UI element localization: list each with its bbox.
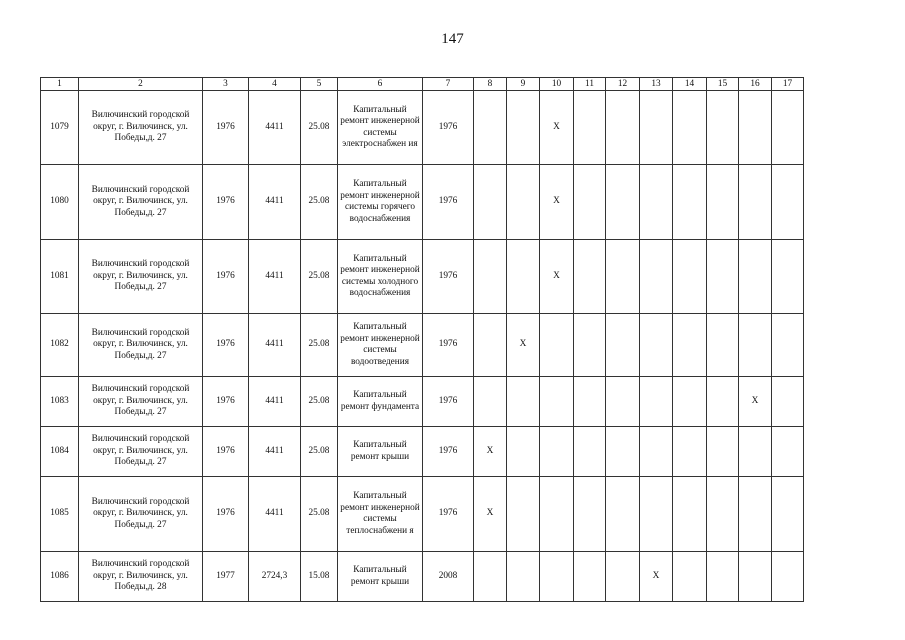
empty-cell <box>540 552 574 602</box>
empty-cell <box>772 477 804 552</box>
empty-cell <box>507 91 540 165</box>
empty-cell <box>739 427 772 477</box>
row-number: 1086 <box>41 552 79 602</box>
empty-cell <box>640 477 673 552</box>
column-number: 4 <box>249 78 301 91</box>
year-cell: 1976 <box>423 240 474 314</box>
empty-cell <box>673 477 707 552</box>
empty-cell <box>640 240 673 314</box>
mark-cell: X <box>540 91 574 165</box>
empty-cell <box>574 240 606 314</box>
empty-cell <box>474 314 507 377</box>
empty-cell <box>606 165 640 240</box>
empty-cell <box>574 427 606 477</box>
work-type-cell: Капитальный ремонт инженерной системы электроснабжен ия <box>338 91 423 165</box>
empty-cell <box>640 91 673 165</box>
address-cell: Вилючинский городской округ, г. Вилючинск, ул. Победы,д. 27 <box>79 165 203 240</box>
year-cell: 1976 <box>423 477 474 552</box>
mark-cell: X <box>540 165 574 240</box>
empty-cell <box>606 377 640 427</box>
build-year-cell: 1976 <box>203 240 249 314</box>
mark-cell: X <box>474 477 507 552</box>
area-cell: 4411 <box>249 165 301 240</box>
work-type-cell: Капитальный ремонт инженерной системы водоотведения <box>338 314 423 377</box>
empty-cell <box>474 552 507 602</box>
area-cell: 2724,3 <box>249 552 301 602</box>
row-number: 1081 <box>41 240 79 314</box>
empty-cell <box>606 91 640 165</box>
row-number: 1085 <box>41 477 79 552</box>
empty-cell <box>574 165 606 240</box>
column-number: 6 <box>338 78 423 91</box>
year-cell: 2008 <box>423 552 474 602</box>
work-type-cell: Капитальный ремонт крыши <box>338 552 423 602</box>
column-number: 15 <box>707 78 739 91</box>
column-number-row <box>41 78 804 91</box>
empty-cell <box>739 91 772 165</box>
empty-cell <box>707 427 739 477</box>
empty-cell <box>772 314 804 377</box>
empty-cell <box>640 427 673 477</box>
empty-cell <box>507 477 540 552</box>
column-number: 17 <box>772 78 804 91</box>
year-cell: 1976 <box>423 91 474 165</box>
empty-cell <box>739 314 772 377</box>
empty-cell <box>507 240 540 314</box>
row-number: 1082 <box>41 314 79 377</box>
address-cell: Вилючинский городской округ, г. Вилючинск, ул. Победы,д. 27 <box>79 240 203 314</box>
empty-cell <box>772 165 804 240</box>
empty-cell <box>772 240 804 314</box>
empty-cell <box>707 314 739 377</box>
area-cell: 4411 <box>249 314 301 377</box>
table-row <box>41 314 804 377</box>
empty-cell <box>540 314 574 377</box>
rate-cell: 25.08 <box>301 314 338 377</box>
rate-cell: 25.08 <box>301 165 338 240</box>
column-number: 10 <box>540 78 574 91</box>
column-number: 2 <box>79 78 203 91</box>
work-type-cell: Капитальный ремонт инженерной системы теплоснабжени я <box>338 477 423 552</box>
empty-cell <box>507 377 540 427</box>
column-number: 7 <box>423 78 474 91</box>
area-cell: 4411 <box>249 377 301 427</box>
area-cell: 4411 <box>249 240 301 314</box>
column-number: 3 <box>203 78 249 91</box>
year-cell: 1976 <box>423 377 474 427</box>
row-number: 1083 <box>41 377 79 427</box>
column-number: 14 <box>673 78 707 91</box>
work-type-cell: Капитальный ремонт фундамента <box>338 377 423 427</box>
empty-cell <box>540 477 574 552</box>
mark-cell: X <box>474 427 507 477</box>
empty-cell <box>707 240 739 314</box>
empty-cell <box>673 91 707 165</box>
build-year-cell: 1976 <box>203 314 249 377</box>
work-type-cell: Капитальный ремонт инженерной системы холодного водоснабжения <box>338 240 423 314</box>
empty-cell <box>739 552 772 602</box>
rate-cell: 25.08 <box>301 427 338 477</box>
year-cell: 1976 <box>423 427 474 477</box>
area-cell: 4411 <box>249 91 301 165</box>
mark-cell: X <box>507 314 540 377</box>
area-cell: 4411 <box>249 427 301 477</box>
rate-cell: 25.08 <box>301 91 338 165</box>
page-number: 147 <box>441 31 464 47</box>
column-number: 11 <box>574 78 606 91</box>
empty-cell <box>474 91 507 165</box>
empty-cell <box>707 552 739 602</box>
table-row <box>41 165 804 240</box>
empty-cell <box>507 552 540 602</box>
empty-cell <box>640 314 673 377</box>
build-year-cell: 1976 <box>203 377 249 427</box>
empty-cell <box>707 165 739 240</box>
empty-cell <box>772 91 804 165</box>
empty-cell <box>474 240 507 314</box>
empty-cell <box>507 427 540 477</box>
empty-cell <box>772 377 804 427</box>
row-number: 1080 <box>41 165 79 240</box>
build-year-cell: 1976 <box>203 427 249 477</box>
area-cell: 4411 <box>249 477 301 552</box>
column-number: 16 <box>739 78 772 91</box>
address-cell: Вилючинский городской округ, г. Вилючинск, ул. Победы,д. 27 <box>79 427 203 477</box>
empty-cell <box>540 427 574 477</box>
address-cell: Вилючинский городской округ, г. Вилючинск, ул. Победы,д. 28 <box>79 552 203 602</box>
column-number: 9 <box>507 78 540 91</box>
empty-cell <box>640 165 673 240</box>
empty-cell <box>707 91 739 165</box>
rate-cell: 25.08 <box>301 240 338 314</box>
empty-cell <box>707 477 739 552</box>
empty-cell <box>606 314 640 377</box>
empty-cell <box>574 377 606 427</box>
column-number: 12 <box>606 78 640 91</box>
empty-cell <box>673 427 707 477</box>
empty-cell <box>739 477 772 552</box>
build-year-cell: 1976 <box>203 165 249 240</box>
build-year-cell: 1976 <box>203 91 249 165</box>
column-number: 8 <box>474 78 507 91</box>
empty-cell <box>574 552 606 602</box>
empty-cell <box>772 552 804 602</box>
empty-cell <box>739 165 772 240</box>
empty-cell <box>606 552 640 602</box>
empty-cell <box>640 377 673 427</box>
column-number: 5 <box>301 78 338 91</box>
address-cell: Вилючинский городской округ, г. Вилючинск, ул. Победы,д. 27 <box>79 377 203 427</box>
rate-cell: 25.08 <box>301 377 338 427</box>
table-row <box>41 240 804 314</box>
row-number: 1079 <box>41 91 79 165</box>
empty-cell <box>707 377 739 427</box>
column-number: 1 <box>41 78 79 91</box>
rate-cell: 25.08 <box>301 477 338 552</box>
empty-cell <box>574 314 606 377</box>
table-row <box>41 427 804 477</box>
table-row <box>41 377 804 427</box>
table-row <box>41 91 804 165</box>
empty-cell <box>606 477 640 552</box>
empty-cell <box>739 240 772 314</box>
address-cell: Вилючинский городской округ, г. Вилючинск, ул. Победы,д. 27 <box>79 477 203 552</box>
empty-cell <box>606 240 640 314</box>
empty-cell <box>673 377 707 427</box>
year-cell: 1976 <box>423 314 474 377</box>
empty-cell <box>673 314 707 377</box>
year-cell: 1976 <box>423 165 474 240</box>
address-cell: Вилючинский городской округ, г. Вилючинск, ул. Победы,д. 27 <box>79 91 203 165</box>
rate-cell: 15.08 <box>301 552 338 602</box>
empty-cell <box>673 165 707 240</box>
capital-repair-table <box>40 77 804 602</box>
address-cell: Вилючинский городской округ, г. Вилючинск, ул. Победы,д. 27 <box>79 314 203 377</box>
empty-cell <box>574 91 606 165</box>
work-type-cell: Капитальный ремонт инженерной системы горячего водоснабжения <box>338 165 423 240</box>
mark-cell: X <box>540 240 574 314</box>
empty-cell <box>772 427 804 477</box>
mark-cell: X <box>739 377 772 427</box>
empty-cell <box>474 377 507 427</box>
row-number: 1084 <box>41 427 79 477</box>
build-year-cell: 1976 <box>203 477 249 552</box>
empty-cell <box>673 240 707 314</box>
mark-cell: X <box>640 552 673 602</box>
table-row <box>41 552 804 602</box>
empty-cell <box>673 552 707 602</box>
build-year-cell: 1977 <box>203 552 249 602</box>
empty-cell <box>606 427 640 477</box>
empty-cell <box>507 165 540 240</box>
work-type-cell: Капитальный ремонт крыши <box>338 427 423 477</box>
empty-cell <box>574 477 606 552</box>
empty-cell <box>540 377 574 427</box>
column-number: 13 <box>640 78 673 91</box>
empty-cell <box>474 165 507 240</box>
table-row <box>41 477 804 552</box>
